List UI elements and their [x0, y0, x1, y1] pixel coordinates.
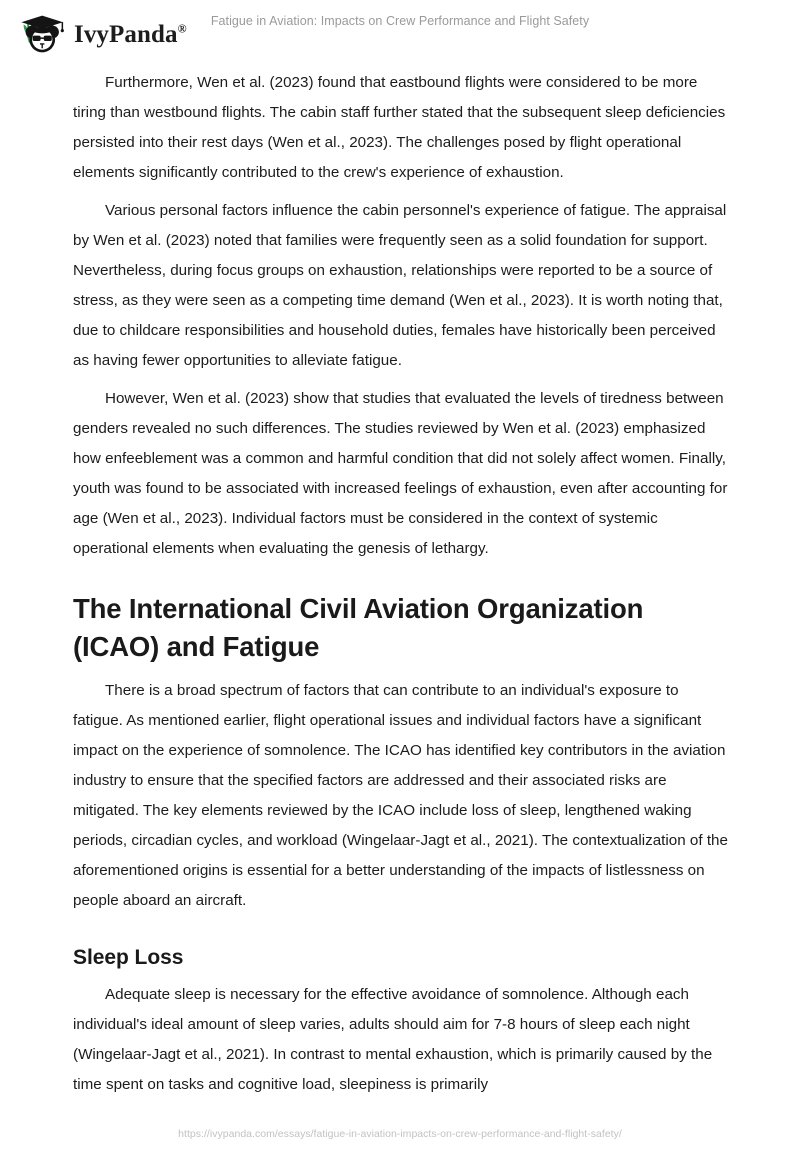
page-footer: [0, 1124, 800, 1142]
paragraph: Furthermore, Wen et al. (2023) found that eastbound flights were considered to be more tiring than westbound flights. The cabin staff further stated that the subsequent sleep deficiencies persisted into their rest days (Wen et al., 2023). The challenges posed by flight operational elements significantly contributed to the crew's experience of exhaustion.: [73, 74, 726, 181]
page-header: [0, 0, 800, 60]
paragraph: Adequate sleep is necessary for the effective avoidance of somnolence. Although each individual's ideal amount of sleep varies, adults should aim for 7-8 hours of sleep each night (Wingelaar-Jagt et al., 2021). In contrast to mental exhaustion, which is primarily caused by the time spent on tasks and cognitive load, sleepiness is primarily: [73, 986, 713, 1093]
paragraph: However, Wen et al. (2023) show that studies that evaluated the levels of tiredness between genders revealed no such differences. The studies reviewed by Wen et al. (2023) emphasized how enfeeblement was a common and harmful condition that did not solely affect women. Finally, youth was found to be associated with increased feelings of exhaustion, even after accounting for age (Wen et al., 2023). Individual factors must be considered in the context of systemic operational elements when evaluating the genesis of lethargy.: [73, 390, 728, 557]
document-content: [73, 68, 728, 1108]
section-heading-icao: The International Civil Aviation Organization (ICAO) and Fatigue: [73, 593, 644, 662]
paragraph: Various personal factors influence the cabin personnel's experience of fatigue. The appraisal by Wen et al. (2023) noted that families were frequently seen as a solid foundation for support. Nevertheless, during focus groups on exhaustion, relationships were reported to be a source of stress, as they were seen as a competing time demand (Wen et al., 2023). It is worth noting that, due to childcare responsibilities and household duties, females have historically been perceived as having fewer opportunities to alleviate fatigue.: [73, 202, 727, 369]
document-title-header: Fatigue in Aviation: Impacts on Crew Performance and Flight Safety: [210, 14, 590, 28]
source-url[interactable]: https://ivypanda.com/essays/fatigue-in-aviation-impacts-on-crew-performance-and-flight-safety/: [178, 1128, 622, 1140]
subsection-heading-sleep-loss: Sleep Loss: [73, 946, 184, 969]
registered-trademark-icon: ®: [177, 21, 187, 36]
brand-name-text: IvyPanda: [74, 20, 178, 48]
paragraph: There is a broad spectrum of factors that can contribute to an individual's exposure to fatigue. As mentioned earlier, flight operational issues and individual factors have a significant impact on the experience of somnolence. The ICAO has identified key contributors in the aviation industry to ensure that the specified factors are addressed and their associated risks are mitigated. The key elements reviewed by the ICAO include loss of sleep, lengthened waking periods, circadian cycles, and workload (Wingelaar-Jagt et al., 2021). The contextualization of the aforementioned origins is essential for a better understanding of the impacts of listlessness on people aboard an aircraft.: [73, 682, 728, 909]
